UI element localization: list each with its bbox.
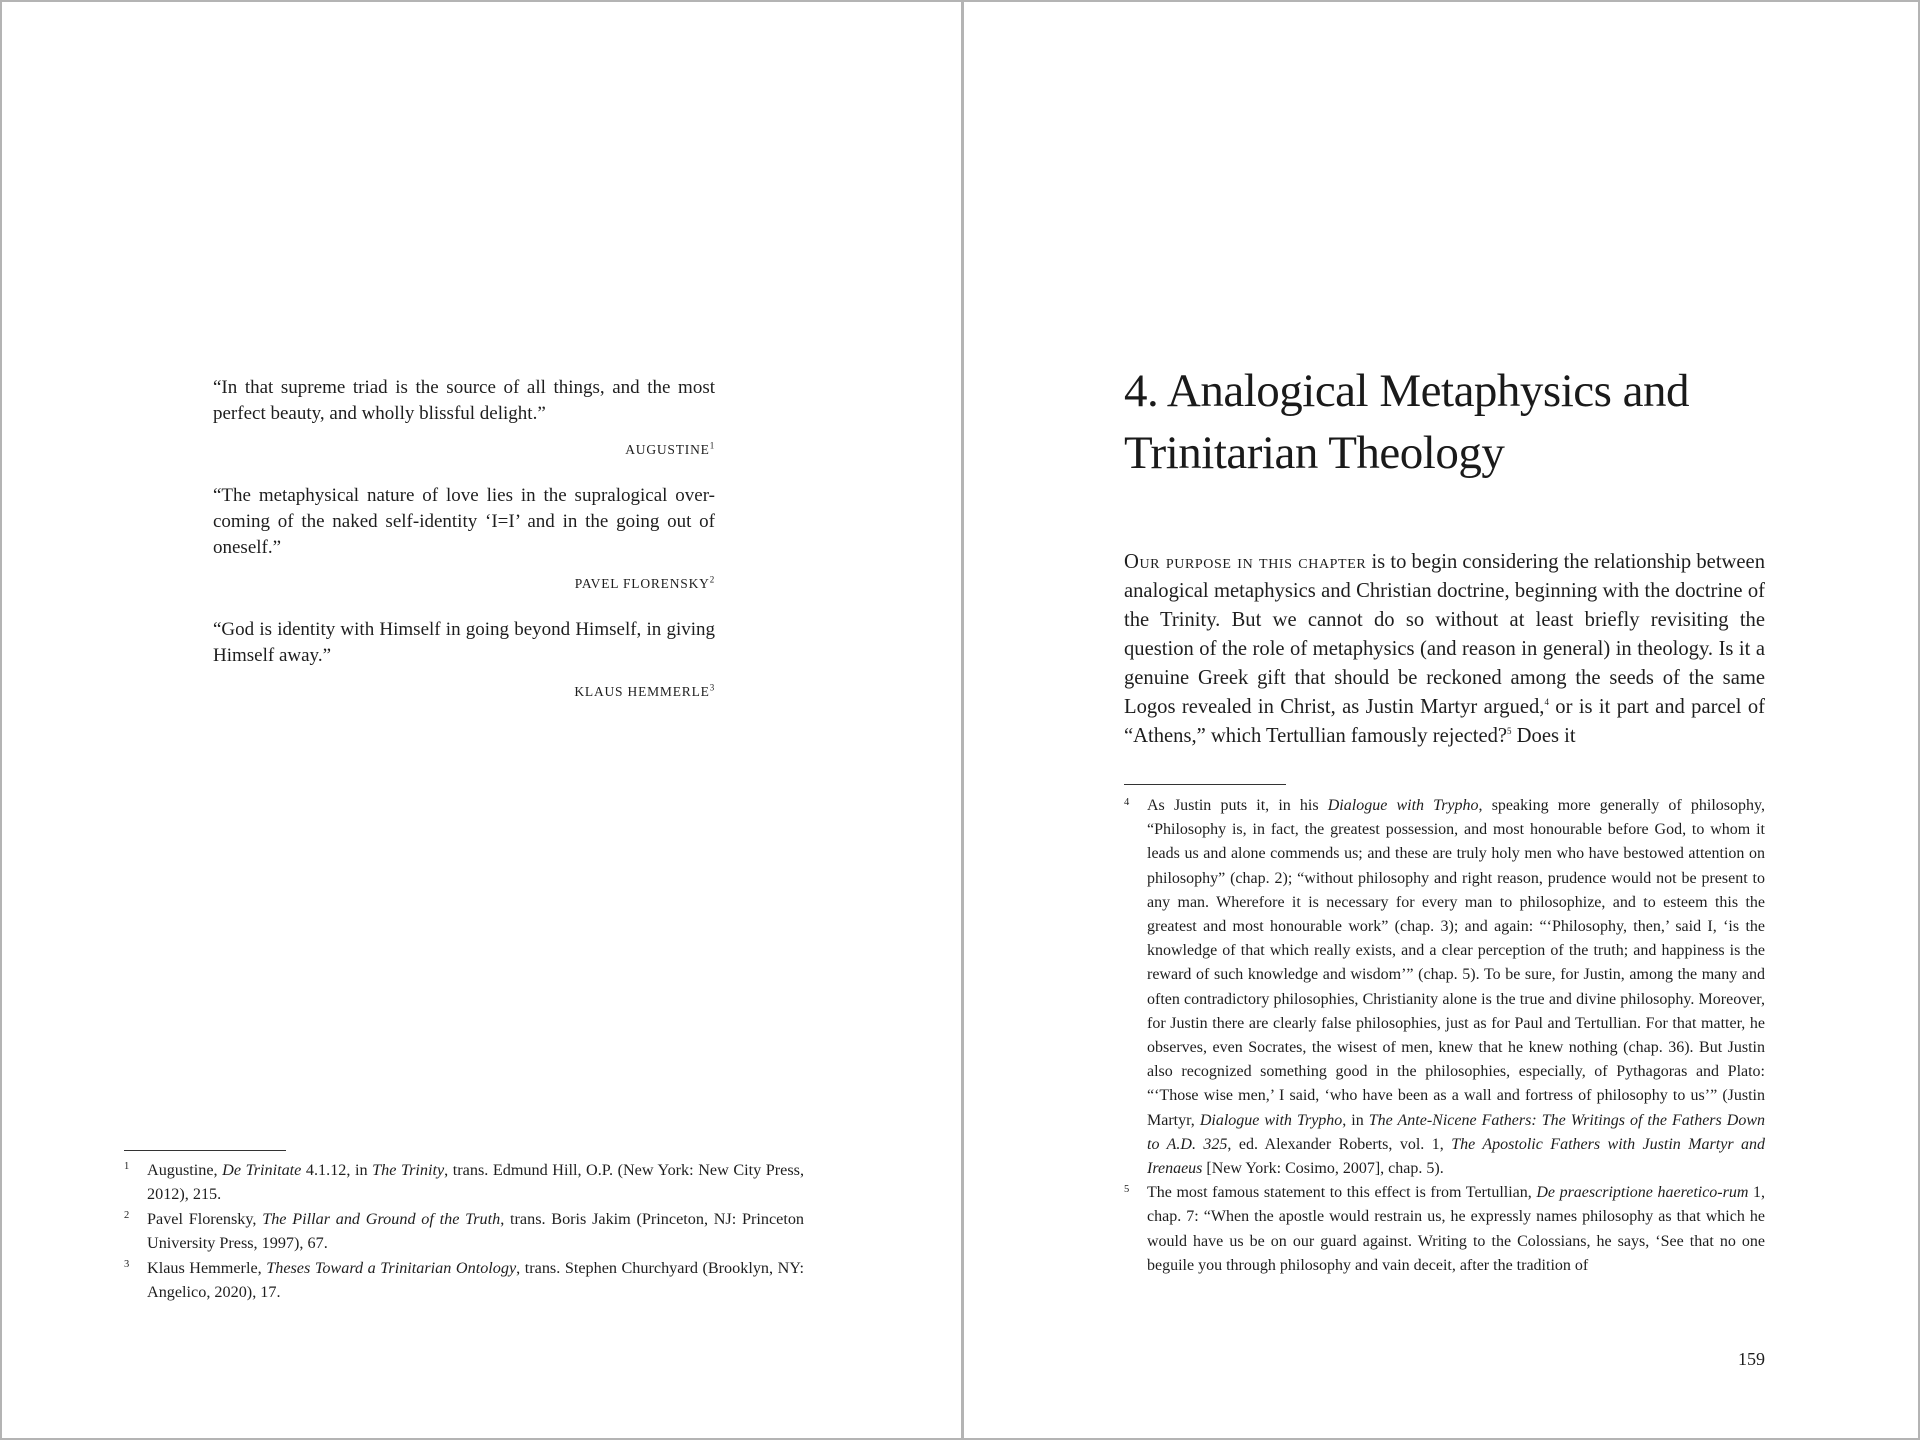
footnote-separator: [124, 1150, 286, 1151]
epigraph-attribution-hemmerle: [213, 682, 715, 702]
body-paragraph: [1124, 548, 1765, 751]
footnote-text: , trans. Edmund Hill, O.P. (New York: New City Press, 2012), 215.: [147, 1161, 804, 1204]
footnote-text: Augustine,: [147, 1161, 223, 1179]
footnote-number: 1: [124, 1161, 130, 1172]
footnote-title: De praescriptione haeretico-rum: [1536, 1184, 1749, 1202]
footnote-number: 2: [124, 1209, 130, 1221]
footnote-separator: [1124, 784, 1286, 785]
epigraphs: [213, 375, 715, 725]
chapter-title: [1124, 360, 1824, 484]
footnote-title: Theses Toward a Trinitarian Ontology: [266, 1258, 517, 1277]
footnote-text: As Justin puts it, in his: [1147, 797, 1328, 814]
footnote-text: , trans. Boris Jakim (Princeton, NJ: Princeton University Press, 1997), 67.: [147, 1209, 805, 1253]
footnote-title: Dialogue with Trypho: [1327, 797, 1479, 814]
footnote-title: The Pillar and Ground of the Truth: [262, 1209, 501, 1228]
footnote-text: , speaking more generally of philosophy, “Philosophy is, in fact, the greatest possession, and most honourable before God, to whom it leads us and alone commends us; and these are truly holy men who have bestowed attention on philosophy” (chap. 2); “without philosophy and right reason, prudence would not be present to any man. Wherefore it is necessary for every man to philosophize, and to esteem this the greatest and most honourable work” (chap. 3); and again: “‘Philosophy, then,’ said I, ‘is the knowledge of that which really exists, and a clear perception of the truth; and happiness is the reward of such knowledge and wisdom’” (chap. 5). To be sure, for Justin, among the many and often contradictory philosophies, Christianity alone is the true and divine philosophy. Moreover, for Justin there are clearly false philosophies, just as for Paul and Tertullian. For that matter, he observes, even Socrates, the wisest of men, knew that he knew nothing (chap. 36). But Justin also recognized something good in the philosophies, especially, of Pythagoras and Plato: “‘Those wise men,’ I said, ‘who have been as a wall and fortress of philosophy to us’” (Justin Martyr,: [1147, 797, 1765, 1129]
footnote-text: Pavel Florensky,: [147, 1209, 263, 1228]
footnote-ref-3[interactable]: 3: [709, 682, 715, 693]
footnote-text: , in: [1342, 1111, 1369, 1129]
epigraph-quote-augustine: “In that supreme triad is the source of all things, and the most perfect beauty, and wholly blissful delight.”: [213, 377, 715, 424]
footnote-number: 3: [124, 1258, 130, 1270]
epigraph-attribution-augustine: [213, 440, 715, 460]
footnote-number: 4: [1124, 797, 1130, 808]
body-text: or is it part and parcel of “Athens,” which Tertullian famously rejected?: [1124, 696, 1765, 747]
right-page: [964, 2, 1920, 1438]
body-text: is to begin considering the relationship between analogical metaphysics and Christian doctrine, beginning with the doctrine of the Trinity. But we cannot do so without at least briefly revisiting the question of the role of metaphysics (and reason in general) in theology. Is it a genuine Greek gift that should be reckoned among the seeds of the same Logos revealed in Christ, as Justin Martyr argued,: [1124, 551, 1765, 718]
footnote-5: [1124, 1181, 1765, 1278]
footnote-text: , trans. Stephen Churchyard (Brooklyn, NY: Angelico, 2020), 17.: [147, 1258, 804, 1302]
footnote-2: [124, 1207, 804, 1256]
epigraph-author: AUGUSTINE: [625, 442, 710, 457]
footnote-1: [124, 1158, 804, 1207]
epigraph-author: PAVEL FLORENSKY: [574, 576, 710, 591]
footnote-text: , ed. Alexander Roberts, vol. 1,: [1227, 1135, 1452, 1153]
chapter-title-line: 4. Analogical Metaphysics and: [1124, 365, 1690, 417]
footnote-ref-5[interactable]: 5: [1507, 726, 1512, 737]
footnote-title: De Trinitate: [222, 1161, 302, 1179]
footnote-title: Dialogue with Trypho: [1199, 1111, 1343, 1129]
footnote-ref-1[interactable]: 1: [709, 440, 715, 451]
footnote-title: The Trinity: [372, 1161, 445, 1179]
footnote-title: The Apostolic Fathers with Justin Martyr and Irenaeus: [1147, 1135, 1766, 1178]
footnote-text: Klaus Hemmerle,: [147, 1258, 267, 1277]
epigraph-quote-florensky: “The metaphysical nature of love lies in the supralogical over-coming of the naked self-identity ‘I=I’ and in the going out of oneself.”: [213, 485, 715, 558]
epigraph-author: KLAUS HEMMERLE: [574, 684, 710, 699]
page-number: 159: [1738, 1349, 1765, 1369]
footnote-4: [1124, 794, 1765, 1181]
epigraph-quote-hemmerle: “God is identity with Himself in going beyond Himself, in giving Himself away.”: [213, 619, 715, 666]
chapter-title-line: Trinitarian Theology: [1124, 427, 1505, 479]
footnote-text: 4.1.12, in: [301, 1161, 373, 1179]
lead-in: Our purpose in this chapter: [1124, 551, 1367, 573]
body-text: Does it: [1511, 725, 1576, 747]
epigraph-attribution-florensky: [213, 574, 715, 594]
footnote-3: [124, 1256, 804, 1305]
footnote-text: The most famous statement to this effect is from Tertullian,: [1147, 1184, 1537, 1202]
right-footnotes: [1124, 794, 1765, 1278]
footnote-ref-2[interactable]: 2: [709, 574, 715, 585]
footnote-text: 1, chap. 7: “When the apostle would restrain us, he expressly names philosophy as that which he would have us be on our guard against. Writing to the Colossians, he says, ‘See that no one beguile you through philosophy and vain deceit, after the tradition of: [1147, 1184, 1766, 1274]
footnote-number: 5: [1124, 1184, 1130, 1196]
footnote-ref-4[interactable]: 4: [1544, 697, 1549, 708]
left-page: [2, 2, 961, 1438]
footnote-text: [New York: Cosimo, 2007], chap. 5).: [1202, 1160, 1444, 1178]
left-footnotes: [124, 1158, 804, 1304]
footnote-title: The Ante-Nicene Fathers: The Writings of the Fathers Down to A.D. 325: [1147, 1111, 1766, 1153]
